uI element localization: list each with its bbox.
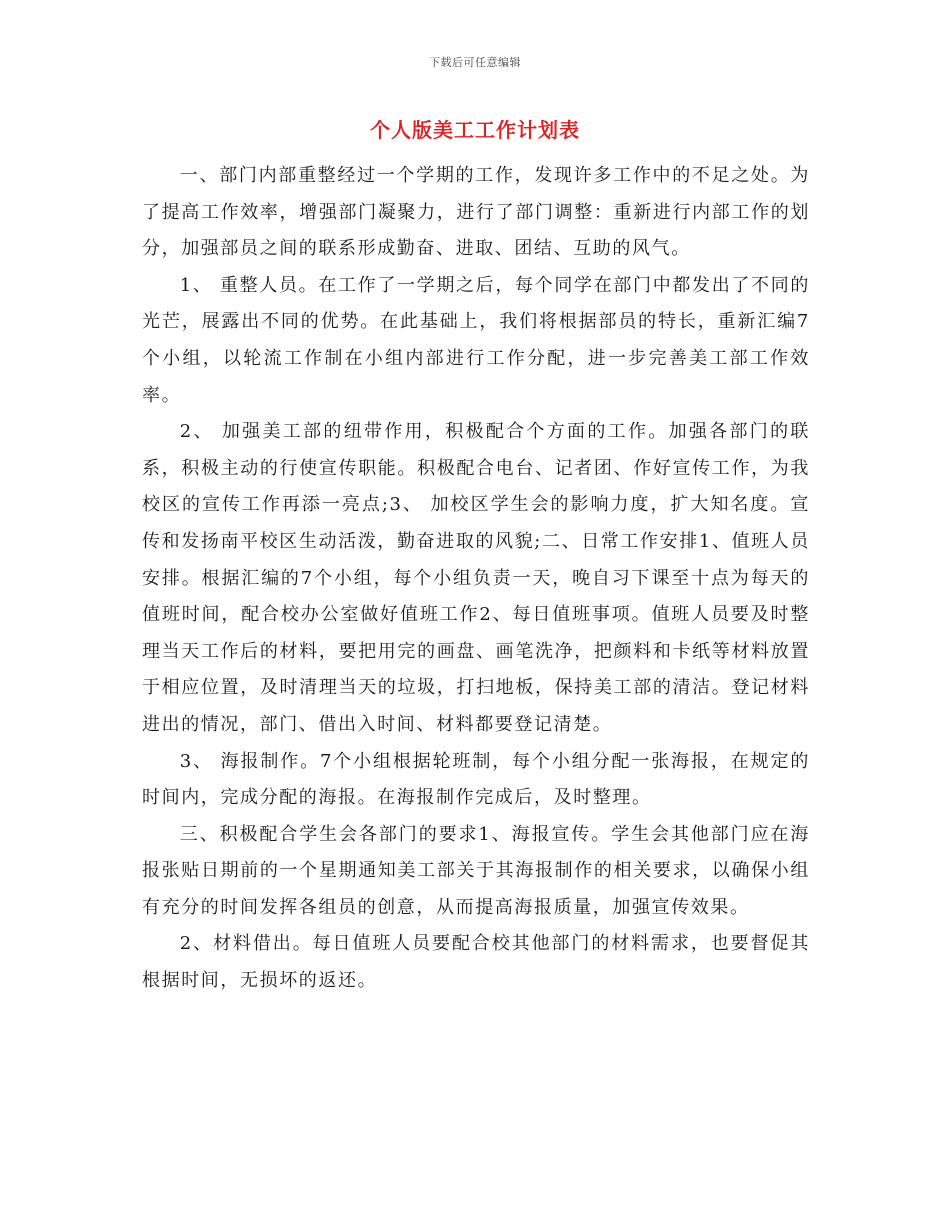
header-note: 下载后可任意编辑 [429,56,521,69]
paragraph-material-lending: 2、材料借出。每日值班人员要配合校其他部门的材料需求，也要督促其根据时间，无损坏的返还。 [142,933,810,992]
paragraph-reorganize-staff: 1、 重整人员。在工作了一学期之后，每个同学在部门中都发出了不同的光芒，展露出不同的优势。在此基础上，我们将根据部员的特长，重新汇编7个小组，以轮流工作制在小组内部进行工作分配，进一步完善美工部工作效率。 [142,274,810,406]
document-title: 个人版美工工作计划表 [370,118,580,142]
paragraph-poster-production: 3、 海报制作。7个小组根据轮班制，每个小组分配一张海报，在规定的时间内，完成分配的海报。在海报制作完成后，及时整理。 [142,750,810,809]
paragraph-liaison-and-duty: 2、 加强美工部的纽带作用，积极配合个方面的工作。加强各部门的联系，积极主动的行使宣传职能。积极配合电台、记者团、作好宣传工作，为我校区的宣传工作再添一亮点;3、 加校区学生会的影响力度，扩大知名度。宣传和发扬南平校区生动活泼，勤奋进取的风貌;二、日常工作安排1、值班人员安排。根据汇编的7个小组，每个小组负责一天，晚自习下课至十点为每天的值班时间，配合校办公室做好值班工作2、每日值班事项。值班人员要及时整理当天工作后的材料，要把用完的画盘、画笔洗净，把颜料和卡纸等材料放置于相应位置，及时清理当天的垃圾，打扫地板，保持美工部的清洁。登记材料进出的情况，部门、借出入时间、材料都要登记清楚。 [142,421,810,735]
paragraph-cooperation-requirements: 三、积极配合学生会各部门的要求1、海报宣传。学生会其他部门应在海报张贴日期前的一个星期通知美工部关于其海报制作的相关要求，以确保小组有充分的时间发挥各组员的创意，从而提高海报质量，加强宣传效果。 [142,823,810,918]
paragraph-department-restructure: 一、部门内部重整经过一个学期的工作，发现许多工作中的不足之处。为了提高工作效率，增强部门凝聚力，进行了部门调整：重新进行内部工作的划分，加强部员之间的联系形成勤奋、进取、团结、互助的风气。 [142,165,810,260]
document-body [142,158,810,1000]
